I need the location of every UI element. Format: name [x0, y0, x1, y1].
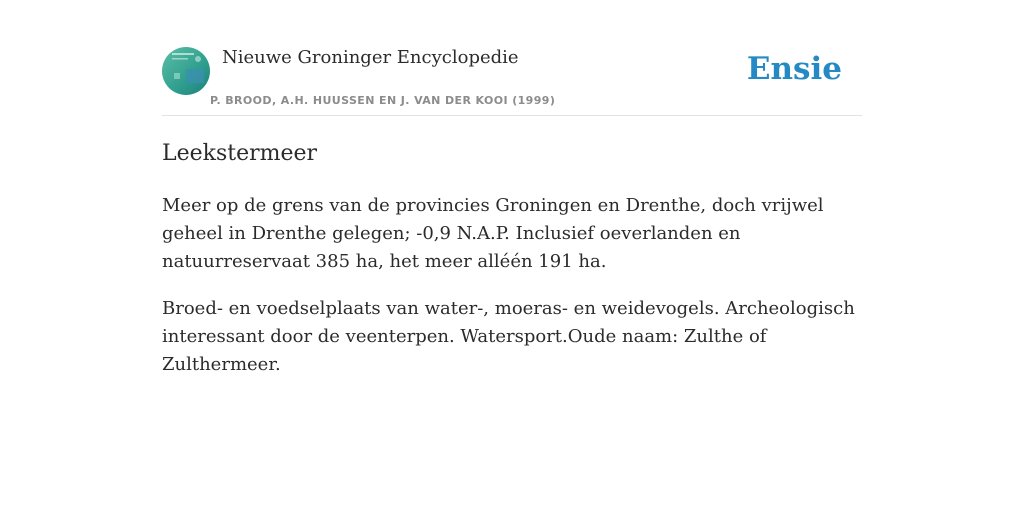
ensie-logo[interactable]: Ensie — [746, 51, 842, 87]
page-container — [162, 0, 862, 375]
entry-title: Leekstermeer — [162, 141, 318, 166]
entry-paragraph: Meer op de grens van de provincies Groningen en Drenthe, doch vrijwel geheel in Drenthe gelegen; -0,9 N.A.P. Inclusief oeverlanden en natuurreservaat 385 ha, het meer alléén 191 ha. — [162, 195, 824, 272]
book-authors: P. BROOD, A.H. HUUSSEN EN J. VAN DER KOOI (1999) — [210, 94, 556, 107]
book-title[interactable]: Nieuwe Groninger Encyclopedie — [222, 47, 519, 68]
page-header — [162, 0, 862, 116]
book-cover-thumbnail-icon[interactable] — [162, 47, 210, 95]
entry-body — [162, 192, 862, 398]
entry-paragraph: Broed- en voedselplaats van water-, moeras- en weidevogels. Archeologisch interessant door de veenterpen. Watersport.Oude naam: Zulthe of Zulthermeer. — [162, 298, 855, 375]
